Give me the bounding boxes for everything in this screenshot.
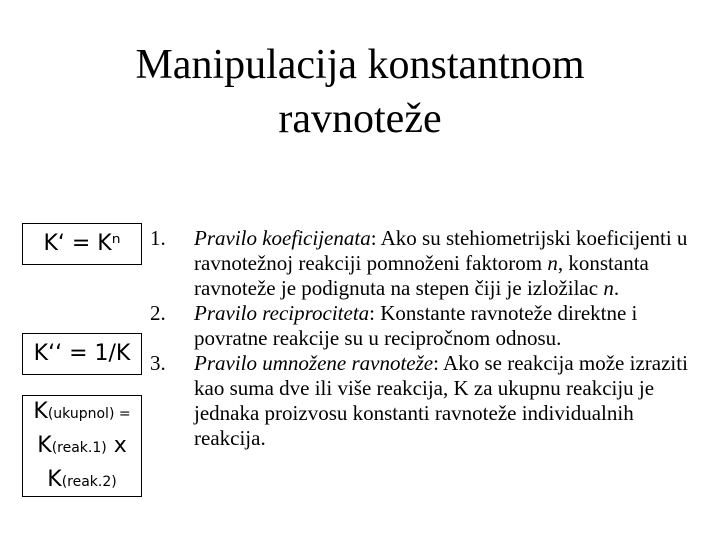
formula-subscript: (reak.1) bbox=[51, 440, 107, 456]
rule-number: 2. bbox=[150, 301, 166, 325]
formula-k-symbol: K bbox=[33, 399, 48, 424]
formula-subscript: (ukupnol) bbox=[47, 406, 115, 422]
rule-variable: n bbox=[547, 251, 558, 275]
formula-box-reciprocal: K‘‘ = 1/K bbox=[22, 333, 142, 375]
rule-term: Pravilo umnožene ravnoteže bbox=[194, 351, 434, 375]
formula-line-total bbox=[23, 396, 141, 430]
rules-list bbox=[150, 226, 700, 451]
formula-box-product bbox=[22, 395, 142, 497]
slide-title bbox=[0, 38, 720, 146]
rule-number: 1. bbox=[150, 226, 166, 250]
rule-text: . bbox=[613, 276, 620, 300]
formula-times: x bbox=[106, 433, 127, 458]
rule-variable: n bbox=[603, 276, 614, 300]
rule-term: Pravilo koeficijenata bbox=[194, 226, 371, 250]
rule-text: : Ako su stehiometrijski koeficijenti u ravnotežnoj reakciji pomnoženi faktorom bbox=[194, 226, 688, 275]
formula-equals: = bbox=[114, 406, 131, 422]
rule-text: , konstanta ravnoteže je podignuta na stepen čiji je izložilac bbox=[194, 251, 649, 300]
formula-k-symbol: K bbox=[47, 467, 62, 492]
slide-title-line2: ravnoteže bbox=[278, 96, 442, 142]
formula-subscript: (reak.2) bbox=[61, 474, 117, 490]
rule-item-reciprocity bbox=[150, 301, 700, 351]
formula-line-reaction1 bbox=[23, 430, 141, 464]
rule-item-multiplied bbox=[150, 351, 700, 451]
rule-term: Pravilo reciprociteta bbox=[194, 301, 370, 325]
rule-text: : Konstante ravnoteže direktne i povratne reakcije su u recipročnom odnosu. bbox=[194, 301, 638, 350]
rule-text: : Ako se reakcija može izraziti kao suma dve ili više reakcija, K za ukupnu reakciju je jednaka proizvosu konstanti ravnoteže individualnih reakcija. bbox=[194, 351, 688, 450]
slide-title-line1: Manipulacija konstantnom bbox=[135, 42, 585, 88]
rule-item-coefficients bbox=[150, 226, 700, 301]
rule-number: 3. bbox=[150, 351, 166, 375]
formula-k-symbol: K bbox=[37, 433, 52, 458]
formula-line-reaction2 bbox=[23, 464, 141, 498]
formula-box-power: K‘ = Kⁿ bbox=[22, 223, 142, 265]
